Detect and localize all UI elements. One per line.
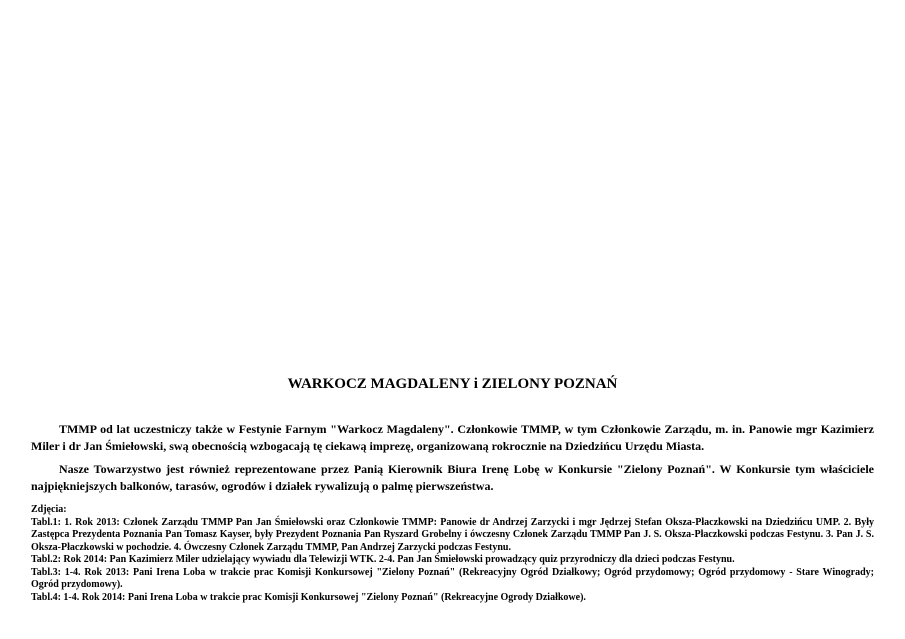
caption-tabl-3: Tabl.3: 1-4. Rok 2013: Pani Irena Loba w trakcie prac Komisji Konkursowej "Zielony Poznań" (Rekreacyjny Ogród Działkowy; Ogród przydomowy; Ogród przydomowy - Stare Winogrady; Ogród przydomowy). — [31, 566, 874, 590]
paragraph-zielony-poznan: Nasze Towarzystwo jest również reprezentowane przez Panią Kierownik Biura Irenę Lobę w Konkursie "Zielony Poznań". W Konkursie tym właściciele najpiękniejszych balkonów, tarasów, ogrodów i działek rywalizują o palmę pierwszeństwa. — [31, 462, 874, 493]
captions-heading: Zdjęcia: — [31, 504, 67, 515]
photo-captions — [31, 504, 874, 604]
caption-tabl-1: Tabl.1: 1. Rok 2013: Członek Zarządu TMMP Pan Jan Śmiełowski oraz Członkowie TMMP: Panowie dr Andrzej Zarzycki i mgr Jędrzej Stefan Oksza-Płaczkowski na Dziedzińcu UMP. 2. Były Zastępca Prezydenta Poznania Pan Tomasz Kayser, były Prezydent Poznania Pan Ryszard Grobelny i ówczesny Członek Zarządu TMMP Pan J. S. Oksza-Płaczkowski podczas Festynu. 3. Pan J. S. Oksza-Płaczkowski w pochodzie. 4. Ówczesny Członek Zarządu TMMP, Pan Andrzej Zarzycki podczas Festynu. — [31, 516, 874, 553]
paragraph-festyn: TMMP od lat uczestniczy także w Festynie Farnym "Warkocz Magdaleny". Członkowie TMMP, w tym Członkowie Zarządu, m. in. Panowie mgr Kazimierz Miler i dr Jan Śmiełowski, swą obecnością wzbogacają tę ciekawą imprezę, organizowaną rokrocznie na Dziedzińcu Urzędu Miasta. — [31, 422, 874, 453]
caption-tabl-4: Tabl.4: 1-4. Rok 2014: Pani Irena Loba w trakcie prac Komisji Konkursowej "Zielony Poznań" (Rekreacyjne Ogrody Działkowe). — [31, 591, 586, 603]
document-title: WARKOCZ MAGDALENY i ZIELONY POZNAŃ — [287, 376, 618, 392]
caption-tabl-2: Tabl.2: Rok 2014: Pan Kazimierz Miler udzielający wywiadu dla Telewizji WTK. 2-4. Pan Jan Śmiełowski prowadzący quiz przyrodniczy dla dzieci podczas Festynu. — [31, 554, 735, 565]
